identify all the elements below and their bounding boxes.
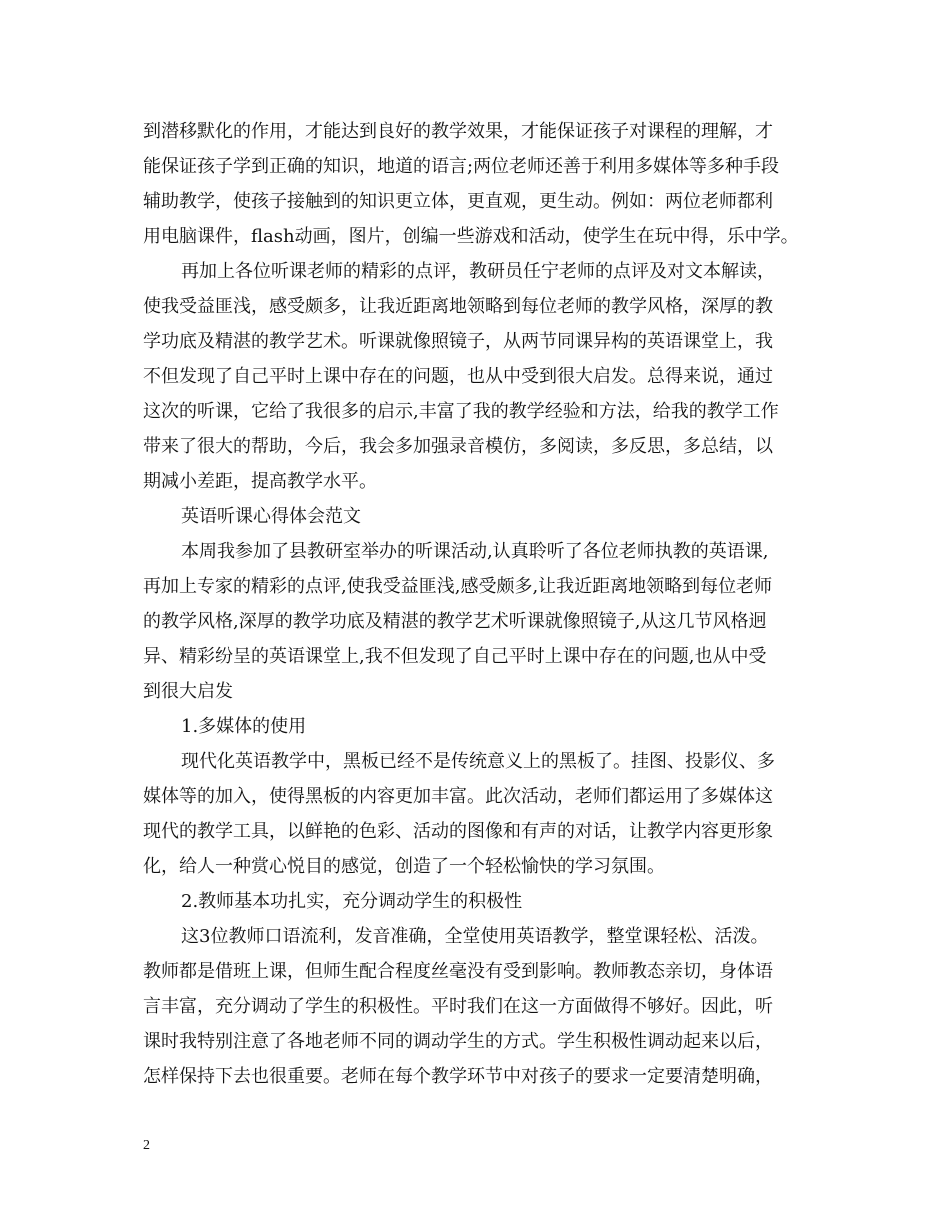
text-line: 期减小差距，提高教学水平。 bbox=[143, 471, 377, 492]
text-line: 怎样保持下去也很重要。老师在每个教学环节中对孩子的要求一定要清楚明确， bbox=[143, 1066, 773, 1087]
document-body bbox=[143, 114, 813, 1094]
text-line: 的教学风格,深厚的教学功底及精湛的教学艺术听课就像照镜子,从这几节风格迥 bbox=[143, 611, 767, 632]
text-line: 2.教师基本功扎实，充分调动学生的积极性 bbox=[181, 891, 523, 912]
text-line: 不但发现了自己平时上课中存在的问题，也从中受到很大启发。总得来说，通过 bbox=[143, 366, 773, 387]
text-line: 媒体等的加入，使得黑板的内容更加丰富。此次活动，老师们都运用了多媒体这 bbox=[143, 786, 773, 807]
text-line: 到很大启发 bbox=[143, 681, 233, 702]
text-line: 现代化英语教学中，黑板已经不是传统意义上的黑板了。挂图、投影仪、多 bbox=[181, 751, 775, 772]
text-line: 1.多媒体的使用 bbox=[181, 716, 307, 737]
text-line: 言丰富，充分调动了学生的积极性。平时我们在这一方面做得不够好。因此，听 bbox=[143, 996, 773, 1017]
text-line: 使我受益匪浅，感受颇多，让我近距离地领略到每位老师的教学风格，深厚的教 bbox=[143, 296, 773, 317]
text-line: 用电脑课件，flash动画，图片，创编一些游戏和活动，使学生在玩中得，乐中学。 bbox=[143, 226, 799, 247]
text-line: 课时我特别注意了各地老师不同的调动学生的方式。学生积极性调动起来以后， bbox=[143, 1031, 773, 1052]
text-line: 学功底及精湛的教学艺术。听课就像照镜子，从两节同课异构的英语课堂上，我 bbox=[143, 331, 773, 352]
text-line: 到潜移默化的作用，才能达到良好的教学效果，才能保证孩子对课程的理解，才 bbox=[143, 121, 773, 142]
text-line: 辅助教学，使孩子接触到的知识更立体，更直观，更生动。例如：两位老师都利 bbox=[143, 191, 773, 212]
text-line: 现代的教学工具，以鲜艳的色彩、活动的图像和有声的对话，让教学内容更形象 bbox=[143, 821, 773, 842]
text-line: 能保证孩子学到正确的知识，地道的语言;两位老师还善于利用多媒体等多种手段 bbox=[143, 156, 780, 177]
text-line: 再加上各位听课老师的精彩的点评，教研员任宁老师的点评及对文本解读， bbox=[181, 261, 775, 282]
text-line: 这次的听课，它给了我很多的启示,丰富了我的教学经验和方法，给我的教学工作 bbox=[143, 401, 779, 422]
page-number: 2 bbox=[143, 1138, 150, 1153]
text-line: 本周我参加了县教研室举办的听课活动,认真聆听了各位老师执教的英语课, bbox=[181, 541, 769, 562]
text-line: 再加上专家的精彩的点评,使我受益匪浅,感受颇多,让我近距离地领略到每位老师 bbox=[143, 576, 773, 597]
text-line: 异、精彩纷呈的英语课堂上,我不但发现了自己平时上课中存在的问题,也从中受 bbox=[143, 646, 767, 667]
text-line: 这3位教师口语流利，发音准确，全堂使用英语教学，整堂课轻松、活泼。 bbox=[181, 926, 769, 947]
text-line: 教师都是借班上课，但师生配合程度丝毫没有受到影响。教师教态亲切，身体语 bbox=[143, 961, 773, 982]
text-line: 英语听课心得体会范文 bbox=[181, 506, 361, 527]
text-line: 化，给人一种赏心悦目的感觉，创造了一个轻松愉快的学习氛围。 bbox=[143, 856, 665, 877]
text-line: 带来了很大的帮助，今后，我会多加强录音模仿，多阅读，多反思，多总结，以 bbox=[143, 436, 773, 457]
